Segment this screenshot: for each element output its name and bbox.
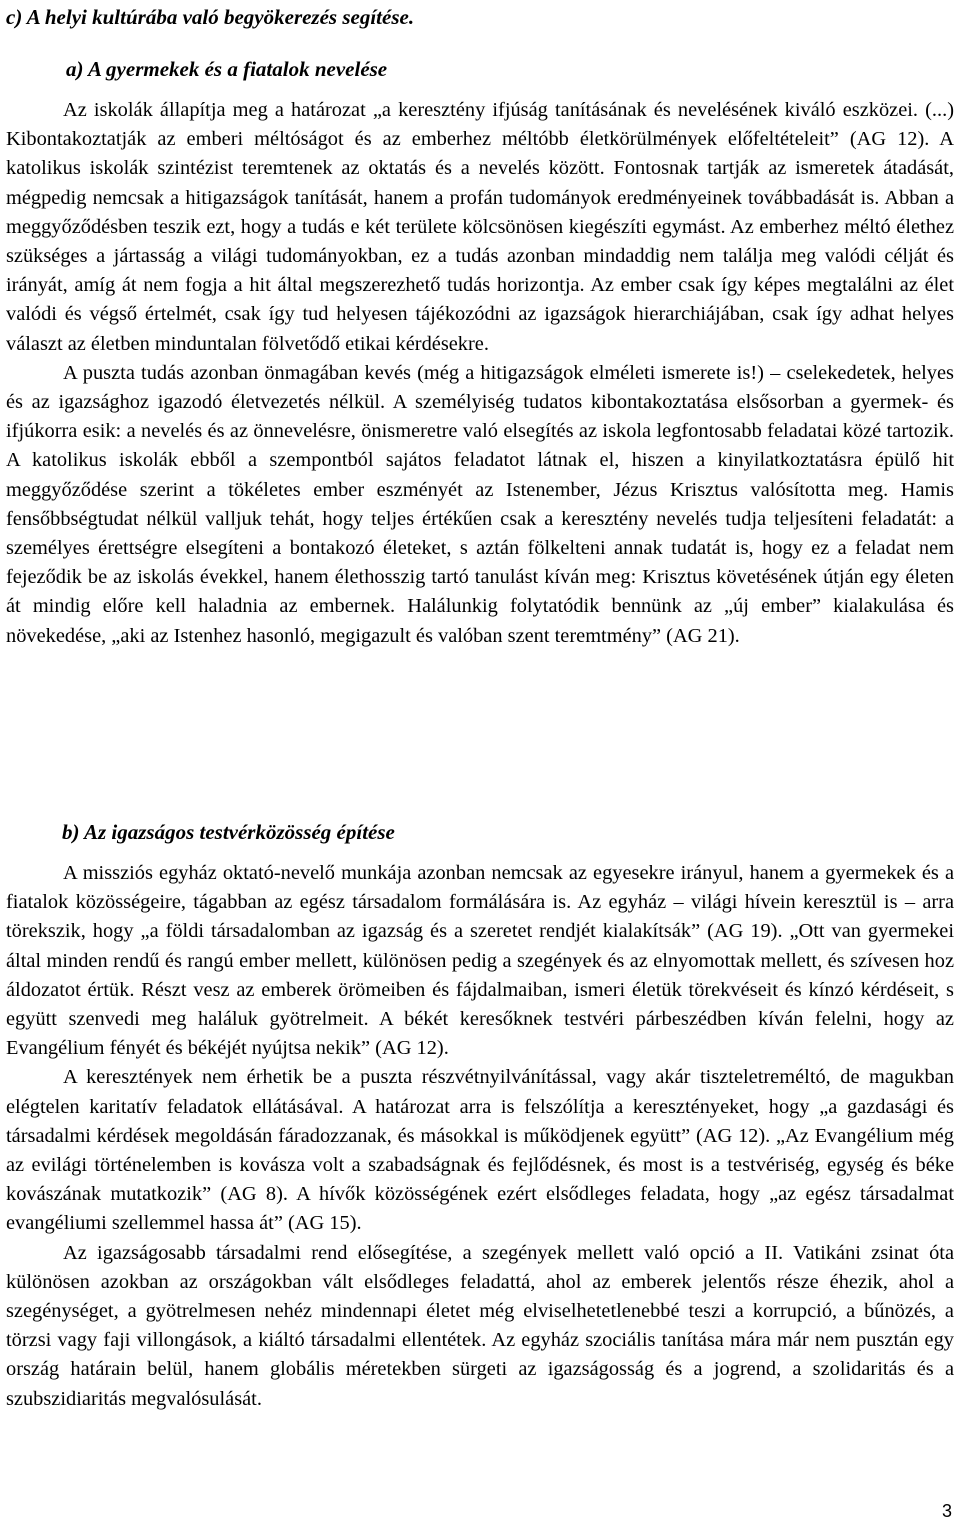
section-a-body: [6, 96, 954, 651]
paragraph: Az iskolák állapítja meg a határozat „a keresztény ifjúság tanításának és nevelésének kiváló eszközei. (...) Kibontakoztatják az emberi méltóságot és az emberhez méltóbb életkörülmények előfeltételeit” (AG 12). A katolikus iskolák szintézist teremtenek az oktatás és a nevelés között. Fontosnak tartják az ismeretek átadását, mégpedig nemcsak a hitigazságok tanítását, hanem a profán tudományok eredményeinek továbbadását is. Abban a meggyőződésben teszik ezt, hogy a tudás e két területe kölcsönösen kiegészíti egymást. Az emberhez méltó élethez szükséges a jártasság a világi tudományokban, ez a tudás azonban mindaddig nem találja meg valódi célját és irányát, amíg át nem fogja a hit által megszerezhető tudás horizontja. Az ember csak így képes megtalálni az élet valódi és végső értelmét, csak így tud helyesen tájékozódni az igazságok hierarchiájában, csak így adhat helyes választ az életben minduntalan fölvetődő etikai kérdésekre.: [6, 99, 954, 355]
page-number: 3: [941, 1501, 952, 1521]
section-b-body: [6, 859, 954, 1414]
section-heading-c: c) A helyi kultúrába való begyökerezés segítése.: [6, 5, 415, 29]
subsection-heading-b: b) Az igazságos testvérközösség építése: [62, 820, 395, 844]
paragraph: A keresztények nem érhetik be a puszta részvétnyilvánítással, vagy akár tiszteletreméltó, de magukban elégtelen karitatív feladatok ellátásával. A határozat arra is felszólítja a keresztényeket, hogy „a gazdasági és társadalmi kérdések megoldásán fáradozzanak, és másokkal is működjenek együtt” (AG 12). „Az Evangélium még az evilági történelemben is kovásza volt a szabadságnak és fejlődésnek, és most is a testvériség, egység és béke kovászának mutatkozik” (AG 8). A hívők közösségének ezért elsődleges feladata, hogy „az egész társadalmat evangéliumi szellemmel hassa át” (AG 15).: [6, 1066, 954, 1235]
paragraph: A missziós egyház oktató-nevelő munkája azonban nemcsak az egyesekre irányul, hanem a gyermekek és a fiatalok közösségeire, tágabban az egész társadalom formálására is. Az egyház – világi hívein keresztül is – arra törekszik, hogy „a földi társadalomban az igazság és a szeretet rendjét kialakítsák” (AG 19). „Ott van gyermekei által minden rendű és rangú ember mellett, különösen pedig a szegények és az elnyomottak mellett, és szívesen hoz áldozatot értük. Részt vesz az emberek örömeiben és fájdalmaiban, ismeri életük törekvéseit és kínzó kérdéseit, s együtt szenvedi meg haláluk gyötrelmeit. A békét keresőknek testvéri párbeszédben kíván felelni, hogy az Evangélium fényét és békéjét nyújtsa nekik” (AG 12).: [6, 862, 954, 1060]
subsection-heading-a: a) A gyermekek és a fiatalok nevelése: [66, 57, 388, 81]
paragraph: Az igazságosabb társadalmi rend elősegítése, a szegények mellett való opció a II. Vatikáni zsinat óta különösen azokban az országokban vált elsődleges feladattá, ahol az emberek jelentős része éhezik, ahol a szegénységet, a gyötrelmesen nehéz mindennapi életet még elviselhetetlenebbé teszi a korrupció, a bűnözés, a törzsi vagy faji villongások, a kiáltó társadalmi ellentétek. Az egyház szociális tanítása mára már nem pusztán egy ország határain belül, hanem globális méretekben sürgeti az igazságosság és a jogrend, a szolidaritás és a szubszidiaritás megvalósulását.: [6, 1241, 954, 1410]
paragraph: A puszta tudás azonban önmagában kevés (még a hitigazságok elméleti ismerete is!) – cselekedetek, helyes és az igazsághoz igazodó életvezetés nélkül. A személyiség tudatos kibontakoztatása elsősorban a gyermek- és ifjúkorra esik: a nevelés és az önnevelésre, önismeretre való elsegítés az iskola legfontosabb feladatai közé tartozik. A katolikus iskolák ebből a szempontból sajátos feladatot látnak el, hiszen a kinyilatkoztatásra épülő hit meggyőződése szerint a tökéletes ember eszményét az Istenember, Jézus Krisztus valósította meg. Hamis fensőbbségtudat nélkül valljuk tehát, hogy teljes értékűen csak a keresztény nevelés tudja teljesíteni feladatát: a személyes érettségre elsegíteni a bontakozó életeket, s aztán fölkelteni annak tudatát is, hogy ez a feladat nem fejeződik be az iskolás évekkel, hanem élethosszig tartó tanulást kíván meg: Krisztus követésének útján egy életen át mindig előre kell haladnia az embernek. Halálunkig folytatódik bennünk az „új ember” kialakulása és növekedése, „aki az Istenhez hasonló, megigazult és valóban szent teremtmény” (AG 21).: [6, 361, 954, 647]
